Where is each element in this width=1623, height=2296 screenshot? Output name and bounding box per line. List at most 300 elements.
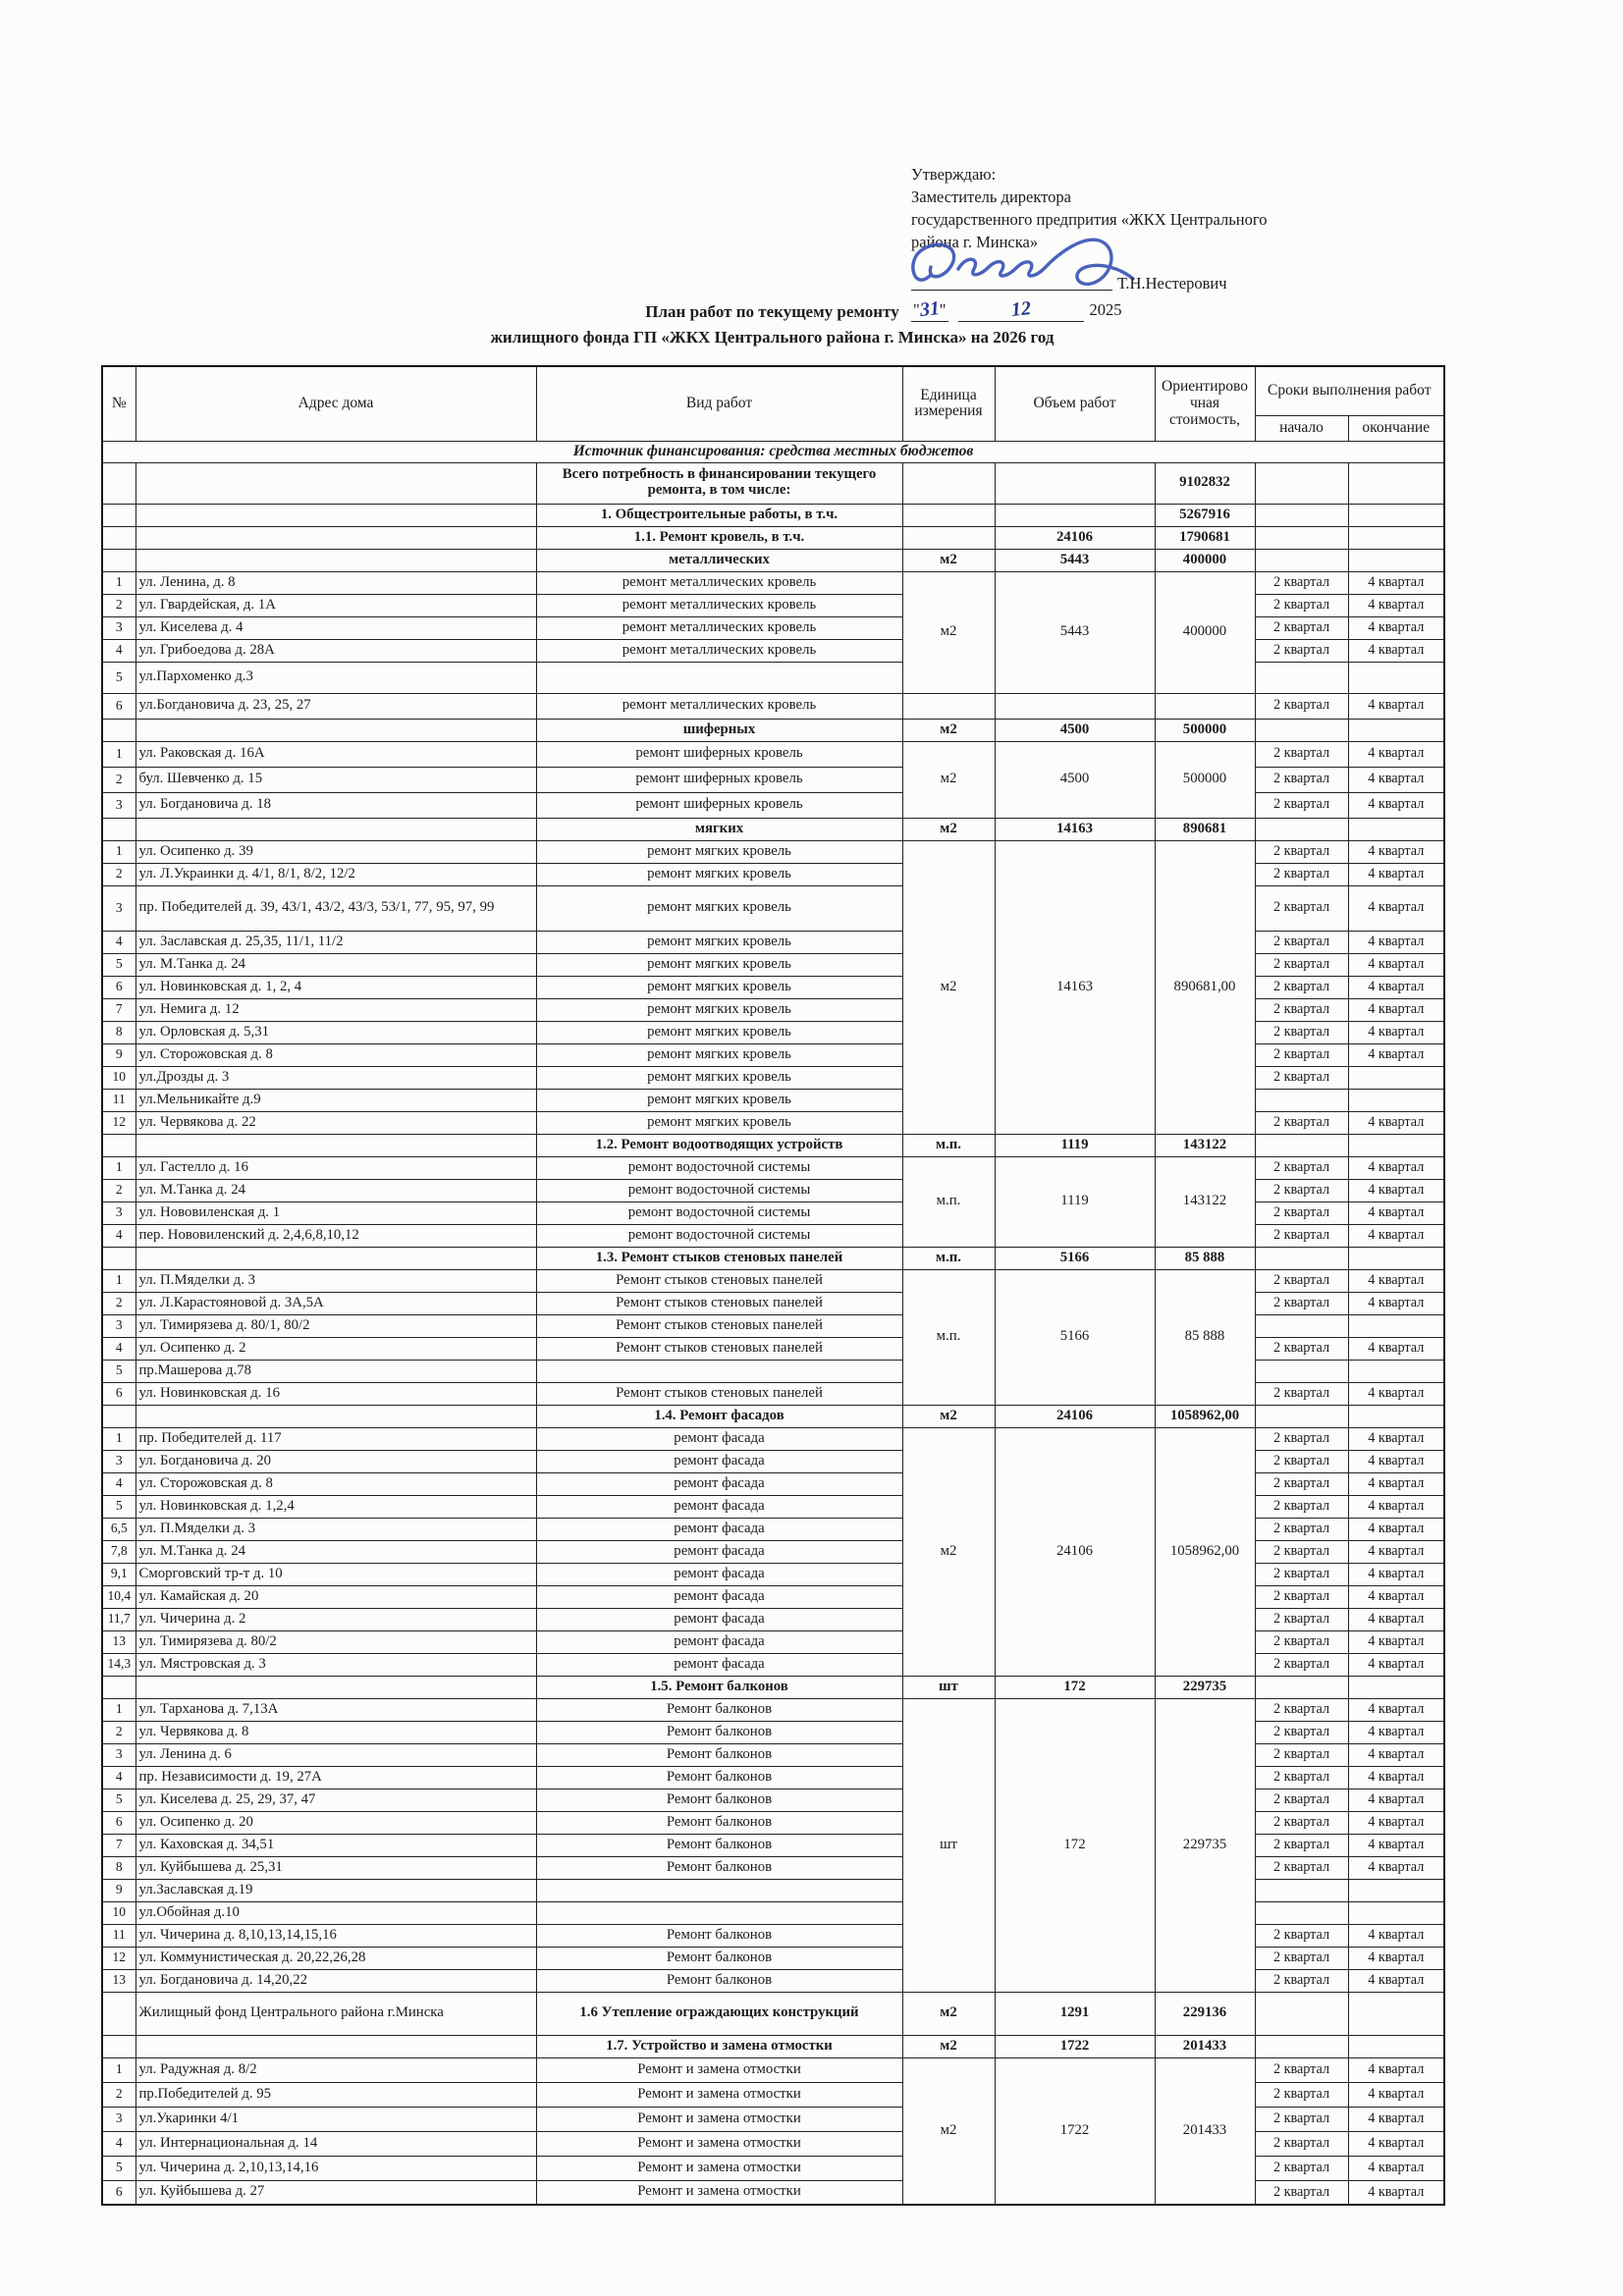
table-cell: Ремонт и замена отмостки <box>536 2180 902 2205</box>
table-cell: 2 квартал <box>1255 1969 1348 1992</box>
table-cell: 7 <box>102 1834 135 1856</box>
handwritten-month: 12 <box>1009 297 1032 321</box>
table-cell <box>1348 1247 1444 1269</box>
table-cell: Ремонт стыков стеновых панелей <box>536 1292 902 1314</box>
table-cell: ремонт мягких кровель <box>536 1066 902 1089</box>
table-cell: ул. Киселева д. 4 <box>135 616 536 639</box>
table-cell: мягких <box>536 818 902 840</box>
table-cell: 4 квартал <box>1348 571 1444 594</box>
table-cell: ул. Л.Украинки д. 4/1, 8/1, 8/2, 12/2 <box>135 863 536 885</box>
table-cell <box>1255 549 1348 571</box>
table-cell: шиферных <box>536 719 902 741</box>
table-cell: ул. Новинковская д. 16 <box>135 1382 536 1405</box>
table-cell: м2 <box>902 741 995 818</box>
column-header-unit: Единица измерения <box>902 366 995 441</box>
table-cell: 2 квартал <box>1255 1292 1348 1314</box>
table-cell: ул. Богдановича д. 14,20,22 <box>135 1969 536 1992</box>
table-cell <box>902 693 995 719</box>
table-cell: 4 квартал <box>1348 1179 1444 1201</box>
table-cell: ул. Новинковская д. 1, 2, 4 <box>135 976 536 998</box>
table-cell: 4 <box>102 1224 135 1247</box>
table-cell: 4 квартал <box>1348 1111 1444 1134</box>
table-cell: ремонт фасада <box>536 1450 902 1472</box>
table-cell: 10,4 <box>102 1585 135 1608</box>
table-cell: металлических <box>536 549 902 571</box>
table-cell <box>1255 1134 1348 1156</box>
table-cell: ремонт металлических кровель <box>536 693 902 719</box>
table-cell: 1.4. Ремонт фасадов <box>536 1405 902 1427</box>
table-cell <box>135 2035 536 2057</box>
table-cell: 2 квартал <box>1255 767 1348 792</box>
table-cell: 24106 <box>995 526 1155 549</box>
table-cell: ул. М.Танка д. 24 <box>135 1179 536 1201</box>
table-cell: пер. Нововиленский д. 2,4,6,8,10,12 <box>135 1224 536 1247</box>
table-cell <box>1348 1360 1444 1382</box>
table-cell <box>102 2035 135 2057</box>
table-cell: 4 квартал <box>1348 863 1444 885</box>
table-cell: 2 квартал <box>1255 1811 1348 1834</box>
table-cell: 3 <box>102 885 135 931</box>
table-cell: ул.Обойная д.10 <box>135 1901 536 1924</box>
table-cell: ул. Новинковская д. 1,2,4 <box>135 1495 536 1518</box>
table-cell: ул. Чичерина д. 8,10,13,14,15,16 <box>135 1924 536 1947</box>
table-cell: ул. П.Мяделки д. 3 <box>135 1269 536 1292</box>
table-cell: ул. Заславская д. 25,35, 11/1, 11/2 <box>135 931 536 953</box>
table-cell: ремонт шиферных кровель <box>536 792 902 818</box>
table-cell: 2 квартал <box>1255 1924 1348 1947</box>
table-cell: 2 квартал <box>1255 1472 1348 1495</box>
column-header-end: окончание <box>1348 415 1444 441</box>
table-row <box>102 1156 1444 1179</box>
table-header-row <box>102 366 1444 415</box>
table-cell: 5 <box>102 1789 135 1811</box>
table-cell: 201433 <box>1155 2035 1255 2057</box>
table-cell <box>1348 1901 1444 1924</box>
table-cell: 1.5. Ремонт балконов <box>536 1676 902 1698</box>
plan-table <box>101 365 1445 2206</box>
quote-open: " <box>913 300 920 319</box>
table-cell: 2 квартал <box>1255 1111 1348 1134</box>
table-cell: ремонт мягких кровель <box>536 931 902 953</box>
table-cell: ремонт шиферных кровель <box>536 767 902 792</box>
table-row <box>102 2035 1444 2057</box>
table-cell: ул.Мельникайте д.9 <box>135 1089 536 1111</box>
table-cell: Ремонт балконов <box>536 1811 902 1834</box>
table-cell: 4 квартал <box>1348 693 1444 719</box>
table-row <box>102 526 1444 549</box>
column-header-terms: Сроки выполнения работ <box>1255 366 1444 415</box>
table-cell: 9 <box>102 1879 135 1901</box>
table-cell: 400000 <box>1155 549 1255 571</box>
table-cell: 4 квартал <box>1348 1382 1444 1405</box>
table-cell: ремонт фасада <box>536 1653 902 1676</box>
table-cell <box>1255 1405 1348 1427</box>
table-cell: ул. Сторожовская д. 8 <box>135 1043 536 1066</box>
table-cell: ул. Киселева д. 25, 29, 37, 47 <box>135 1789 536 1811</box>
table-cell: ул. Мястровская д. 3 <box>135 1653 536 1676</box>
table-cell: ул. Осипенко д. 20 <box>135 1811 536 1834</box>
table-cell <box>1348 719 1444 741</box>
table-cell: 890681,00 <box>1155 840 1255 1134</box>
table-cell: 4 квартал <box>1348 1269 1444 1292</box>
table-cell: 1 <box>102 1156 135 1179</box>
table-cell: 4 квартал <box>1348 792 1444 818</box>
table-cell: 6 <box>102 1382 135 1405</box>
table-cell: м2 <box>902 719 995 741</box>
table-cell: 2 <box>102 1292 135 1314</box>
column-header-start: начало <box>1255 415 1348 441</box>
table-cell: 2 квартал <box>1255 2057 1348 2082</box>
table-cell: 4 квартал <box>1348 1721 1444 1743</box>
table-cell: ремонт шиферных кровель <box>536 741 902 767</box>
table-cell: ул. Осипенко д. 2 <box>135 1337 536 1360</box>
table-cell: 143122 <box>1155 1156 1255 1247</box>
table-row <box>102 1134 1444 1156</box>
table-cell: 1058962,00 <box>1155 1427 1255 1676</box>
table-cell: м.п. <box>902 1269 995 1405</box>
table-cell: 2 <box>102 863 135 885</box>
table-cell: 2 <box>102 767 135 792</box>
table-cell <box>102 549 135 571</box>
table-cell: 4 квартал <box>1348 1540 1444 1563</box>
table-row <box>102 693 1444 719</box>
table-cell: Ремонт стыков стеновых панелей <box>536 1314 902 1337</box>
table-cell <box>1348 662 1444 693</box>
table-cell: ремонт фасада <box>536 1585 902 1608</box>
table-cell: 1.2. Ремонт водоотводящих устройств <box>536 1134 902 1156</box>
table-cell: 4 квартал <box>1348 931 1444 953</box>
table-cell: 2 квартал <box>1255 1269 1348 1292</box>
table-cell: 5 <box>102 953 135 976</box>
table-cell: Сморговский тр-т д. 10 <box>135 1563 536 1585</box>
table-cell: ул.Пархоменко д.3 <box>135 662 536 693</box>
table-cell: ул. Немига д. 12 <box>135 998 536 1021</box>
table-cell: 3 <box>102 1314 135 1337</box>
table-cell: 4 квартал <box>1348 1337 1444 1360</box>
table-cell: 12 <box>102 1111 135 1134</box>
table-cell: шт <box>902 1698 995 1992</box>
table-row <box>102 1405 1444 1427</box>
table-cell: 2 квартал <box>1255 1630 1348 1653</box>
table-cell: ул. Каховская д. 34,51 <box>135 1834 536 1856</box>
table-cell: ул. Радужная д. 8/2 <box>135 2057 536 2082</box>
table-cell: 4 <box>102 639 135 662</box>
table-cell: 2 квартал <box>1255 1856 1348 1879</box>
table-cell <box>995 462 1155 504</box>
table-cell: 5 <box>102 1360 135 1382</box>
table-cell: 4500 <box>995 719 1155 741</box>
table-cell: 2 квартал <box>1255 1834 1348 1856</box>
table-row <box>102 1676 1444 1698</box>
table-cell: м2 <box>902 818 995 840</box>
table-cell: ремонт мягких кровель <box>536 863 902 885</box>
column-header-num: № <box>102 366 135 441</box>
table-cell: 4 квартал <box>1348 840 1444 863</box>
table-cell: 2 квартал <box>1255 1947 1348 1969</box>
table-cell <box>1348 1066 1444 1089</box>
table-cell: 4 квартал <box>1348 1698 1444 1721</box>
table-cell: ремонт фасада <box>536 1427 902 1450</box>
table-cell: 2 квартал <box>1255 840 1348 863</box>
table-cell: 2 квартал <box>1255 1743 1348 1766</box>
table-cell <box>1348 1089 1444 1111</box>
table-cell <box>1348 1405 1444 1427</box>
table-cell: 2 <box>102 1721 135 1743</box>
table-cell: 201433 <box>1155 2057 1255 2205</box>
table-cell: ул. Гвардейская, д. 1А <box>135 594 536 616</box>
table-cell: ремонт фасада <box>536 1518 902 1540</box>
table-cell: ремонт мягких кровель <box>536 976 902 998</box>
table-cell: 4 квартал <box>1348 976 1444 998</box>
table-cell: 2 квартал <box>1255 1427 1348 1450</box>
table-cell: м2 <box>902 549 995 571</box>
table-cell <box>1255 504 1348 526</box>
table-cell <box>1348 462 1444 504</box>
table-cell: 2 квартал <box>1255 1495 1348 1518</box>
handwritten-day: 31 <box>918 297 941 321</box>
table-cell: ул. Гастелло д. 16 <box>135 1156 536 1179</box>
table-cell: 4 квартал <box>1348 2082 1444 2107</box>
table-cell: 2 квартал <box>1255 792 1348 818</box>
table-cell: Жилищный фонд Центрального района г.Минска <box>135 1992 536 2035</box>
table-cell <box>135 1134 536 1156</box>
table-cell <box>1348 2035 1444 2057</box>
table-cell: 2 квартал <box>1255 1698 1348 1721</box>
table-cell: 1119 <box>995 1156 1155 1247</box>
table-cell: 2 квартал <box>1255 2107 1348 2131</box>
table-cell: ул. Богдановича д. 20 <box>135 1450 536 1472</box>
table-cell: 4 квартал <box>1348 1856 1444 1879</box>
table-cell: 4 квартал <box>1348 2057 1444 2082</box>
table-cell: ремонт мягких кровель <box>536 953 902 976</box>
table-cell <box>1255 2035 1348 2057</box>
column-header-volume: Объем работ <box>995 366 1155 441</box>
table-cell: ул. Орловская д. 5,31 <box>135 1021 536 1043</box>
table-cell: 5443 <box>995 549 1155 571</box>
table-cell <box>1348 1879 1444 1901</box>
table-cell: ремонт мягких кровель <box>536 1089 902 1111</box>
table-cell: ремонт мягких кровель <box>536 840 902 863</box>
table-cell <box>1255 818 1348 840</box>
table-cell: 1 <box>102 840 135 863</box>
table-cell: 2 квартал <box>1255 2156 1348 2180</box>
table-cell: 4 квартал <box>1348 1518 1444 1540</box>
table-cell <box>1255 526 1348 549</box>
table-cell: ул.Богдановича д. 23, 25, 27 <box>135 693 536 719</box>
table-cell: 2 квартал <box>1255 1066 1348 1089</box>
table-cell: 2 квартал <box>1255 1608 1348 1630</box>
table-cell: ремонт металлических кровель <box>536 616 902 639</box>
table-cell: ул. Грибоедова д. 28А <box>135 639 536 662</box>
table-cell: 1.6 Утепление ограждающих конструкций <box>536 1992 902 2035</box>
table-cell: ремонт мягких кровель <box>536 1111 902 1134</box>
table-cell: 2 квартал <box>1255 976 1348 998</box>
table-cell <box>135 549 536 571</box>
table-cell: 1 <box>102 741 135 767</box>
table-row <box>102 1269 1444 1292</box>
table-cell: 1790681 <box>1155 526 1255 549</box>
table-cell: 4 квартал <box>1348 1743 1444 1766</box>
table-cell <box>135 1405 536 1427</box>
table-cell: м.п. <box>902 1156 995 1247</box>
table-cell: ремонт фасада <box>536 1495 902 1518</box>
table-cell: 4 квартал <box>1348 1924 1444 1947</box>
table-cell: 2 квартал <box>1255 1563 1348 1585</box>
table-cell: 2 <box>102 2082 135 2107</box>
quote-close: " <box>939 300 947 319</box>
table-cell: бул. Шевченко д. 15 <box>135 767 536 792</box>
table-cell: м2 <box>902 1405 995 1427</box>
table-cell: 4 квартал <box>1348 1947 1444 1969</box>
table-cell: ул. Тимирязева д. 80/2 <box>135 1630 536 1653</box>
table-cell: Ремонт балконов <box>536 1766 902 1789</box>
table-cell <box>1348 526 1444 549</box>
table-cell <box>1255 1901 1348 1924</box>
table-cell: 2 квартал <box>1255 998 1348 1021</box>
table-cell: 1 <box>102 1427 135 1450</box>
table-cell: 2 квартал <box>1255 639 1348 662</box>
table-cell: 2 <box>102 1179 135 1201</box>
table-cell: 1119 <box>995 1134 1155 1156</box>
table-cell: 172 <box>995 1698 1155 1992</box>
table-cell <box>1255 1089 1348 1111</box>
table-cell: 4 квартал <box>1348 767 1444 792</box>
approval-word: Утверждаю: <box>911 165 997 184</box>
table-cell: 9102832 <box>1155 462 1255 504</box>
table-cell: 12 <box>102 1947 135 1969</box>
signature-row <box>911 253 1392 298</box>
table-cell <box>1255 1314 1348 1337</box>
table-cell: 5443 <box>995 571 1155 693</box>
table-cell: 4 квартал <box>1348 1766 1444 1789</box>
table-cell: Ремонт балконов <box>536 1856 902 1879</box>
table-cell: 4 квартал <box>1348 2180 1444 2205</box>
table-row <box>102 1427 1444 1450</box>
table-cell: 229735 <box>1155 1698 1255 1992</box>
table-cell: ул. Богдановича д. 18 <box>135 792 536 818</box>
table-cell <box>135 1247 536 1269</box>
table-cell: 1. Общестроительные работы, в т.ч. <box>536 504 902 526</box>
table-cell: Ремонт стыков стеновых панелей <box>536 1382 902 1405</box>
table-cell: 1291 <box>995 1992 1155 2035</box>
table-cell <box>902 526 995 549</box>
table-row <box>102 441 1444 462</box>
table-cell: 4 квартал <box>1348 1834 1444 1856</box>
table-cell: 1.7. Устройство и замена отмостки <box>536 2035 902 2057</box>
table-cell <box>135 1676 536 1698</box>
table-cell: ремонт фасада <box>536 1608 902 1630</box>
table-cell: 4 квартал <box>1348 2107 1444 2131</box>
table-cell: 2 квартал <box>1255 1043 1348 1066</box>
table-cell: ремонт мягких кровель <box>536 1021 902 1043</box>
table-cell: 3 <box>102 2107 135 2131</box>
table-cell: ремонт фасада <box>536 1563 902 1585</box>
table-cell: м2 <box>902 2057 995 2205</box>
table-cell <box>1255 1992 1348 2035</box>
table-cell: 14163 <box>995 818 1155 840</box>
table-cell: 2 квартал <box>1255 1585 1348 1608</box>
table-cell <box>536 1879 902 1901</box>
table-cell <box>135 504 536 526</box>
table-cell: ул. Л.Карастояновой д. 3А,5А <box>135 1292 536 1314</box>
table-cell: 7 <box>102 998 135 1021</box>
table-cell: 24106 <box>995 1427 1155 1676</box>
table-cell: пр. Независимости д. 19, 27А <box>135 1766 536 1789</box>
table-cell: 4 <box>102 931 135 953</box>
table-cell <box>102 1247 135 1269</box>
table-cell <box>1348 1134 1444 1156</box>
table-cell: 2 квартал <box>1255 1224 1348 1247</box>
table-cell: 500000 <box>1155 741 1255 818</box>
signer-name: Т.Н.Нестерович <box>1117 274 1227 293</box>
page-title-line2: жилищного фонда ГП «ЖКХ Центрального района г. Минска» на 2026 год <box>490 328 1055 347</box>
table-cell: 1 <box>102 1698 135 1721</box>
table-cell: ремонт металлических кровель <box>536 594 902 616</box>
table-cell: ул. Камайская д. 20 <box>135 1585 536 1608</box>
table-cell: ул. Нововиленская д. 1 <box>135 1201 536 1224</box>
table-cell: 4 квартал <box>1348 1201 1444 1224</box>
table-row <box>102 2057 1444 2082</box>
table-cell: 6 <box>102 693 135 719</box>
table-cell <box>902 462 995 504</box>
table-cell: 1722 <box>995 2035 1155 2057</box>
table-cell: 4 квартал <box>1348 1156 1444 1179</box>
table-cell: 4500 <box>995 741 1155 818</box>
table-cell: ремонт водосточной системы <box>536 1156 902 1179</box>
table-cell: пр.Победителей д. 95 <box>135 2082 536 2107</box>
table-cell: 4 <box>102 1472 135 1495</box>
table-row <box>102 1698 1444 1721</box>
table-cell: 2 квартал <box>1255 1179 1348 1201</box>
table-row <box>102 1247 1444 1269</box>
table-cell: 13 <box>102 1630 135 1653</box>
table-cell: Ремонт балконов <box>536 1789 902 1811</box>
table-cell: ул.Заславская д.19 <box>135 1879 536 1901</box>
table-cell: 2 квартал <box>1255 953 1348 976</box>
table-cell: 2 квартал <box>1255 1766 1348 1789</box>
table-cell: 4 квартал <box>1348 885 1444 931</box>
table-cell: 4 квартал <box>1348 594 1444 616</box>
table-cell: 8 <box>102 1856 135 1879</box>
table-cell: м2 <box>902 2035 995 2057</box>
table-cell: 2 квартал <box>1255 885 1348 931</box>
table-cell: ул. Раковская д. 16А <box>135 741 536 767</box>
table-cell: м2 <box>902 1992 995 2035</box>
table-cell: 1.1. Ремонт кровель, в т.ч. <box>536 526 902 549</box>
table-cell <box>102 462 135 504</box>
table-cell: 24106 <box>995 1405 1155 1427</box>
table-cell: 4 квартал <box>1348 1969 1444 1992</box>
approval-position-line3: района г. Минска» <box>911 233 1039 251</box>
column-header-address: Адрес дома <box>135 366 536 441</box>
page-title-line1: План работ по текущему ремонту <box>645 302 899 321</box>
table-cell <box>1255 1879 1348 1901</box>
table-cell: ремонт металлических кровель <box>536 639 902 662</box>
table-row <box>102 571 1444 594</box>
table-cell: 4 квартал <box>1348 1811 1444 1834</box>
table-cell: ул. Куйбышева д. 25,31 <box>135 1856 536 1879</box>
table-cell: 2 квартал <box>1255 931 1348 953</box>
table-cell: Ремонт и замена отмостки <box>536 2156 902 2180</box>
table-cell: ул. Осипенко д. 39 <box>135 840 536 863</box>
table-cell: ремонт фасада <box>536 1630 902 1653</box>
table-cell: Всего потребность в финансировании текущего ремонта, в том числе: <box>536 462 902 504</box>
table-cell: 1722 <box>995 2057 1155 2205</box>
table-cell: Ремонт стыков стеновых панелей <box>536 1269 902 1292</box>
table-cell: ремонт водосточной системы <box>536 1201 902 1224</box>
table-row <box>102 719 1444 741</box>
table-cell: 85 888 <box>1155 1269 1255 1405</box>
